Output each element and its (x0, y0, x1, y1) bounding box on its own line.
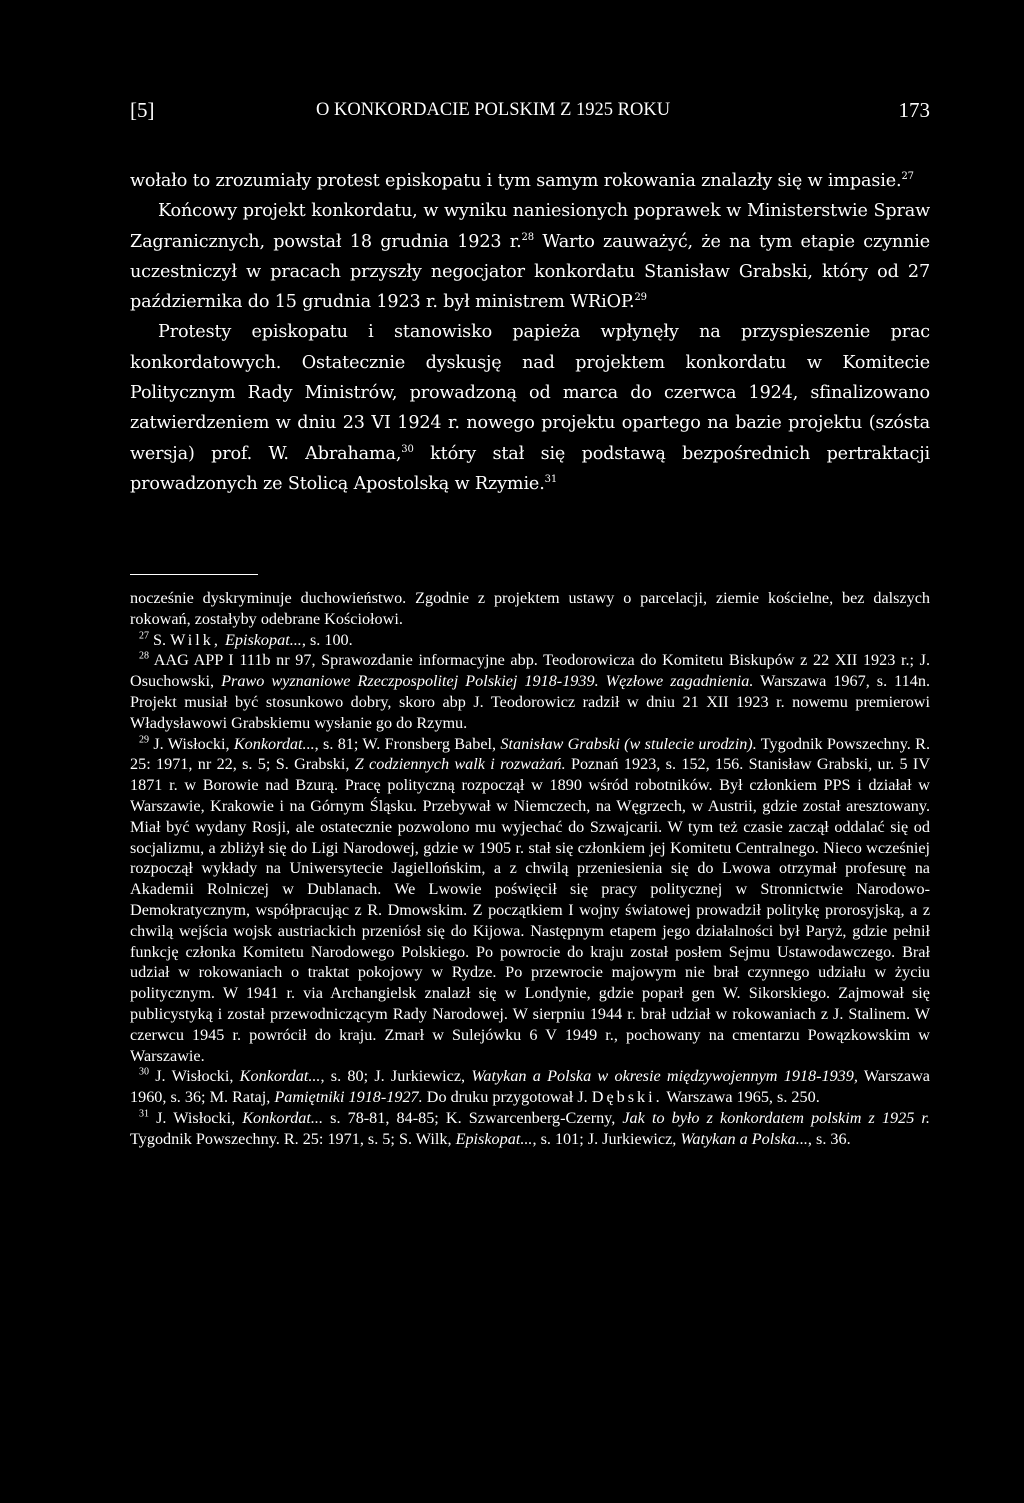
paragraph-3: Protesty episkopatu i stanowisko papieża wpłynęły na przyspieszenie prac konkordatowych. Ostatecznie dyskusję nad projektem konkordatu w Komitecie Politycznym Rady Ministrów, prowadzoną od marca do czerwca 1924, sfinalizowano zatwierdzeniem w dniu 23 VI 1924 r. nowego projektu opartego na bazie projektu (szósta wersja) prof. W. Abrahama,$^{30}$ który stał się podstawą bezpośrednich pertraktacji prowadzonych ze Stolicą Apostolską w Rzymie.$^{31}$ (130, 322, 930, 494)
footnote-ref-28[interactable]: 28 (521, 231, 534, 243)
footnote-ref-29[interactable]: 29 (634, 292, 647, 304)
footnotes (130, 588, 930, 1150)
footnote-ref-27[interactable]: 27 (901, 171, 914, 183)
footnote-ref-31[interactable]: 31 (544, 474, 558, 486)
footnote-continuation: nocześnie dyskryminuje duchowieństwo. Zgodnie z projektem ustawy o parcelacji, ziemie kościelne, bez dalszych rokowań, zostałyby odebrane Kościołowi. (130, 589, 930, 628)
running-header (130, 98, 930, 128)
section-number: [5] (130, 98, 155, 122)
footnote-27: $^{27}$ S. Wilk, Episkopat..., s. 100. (139, 630, 353, 649)
footnote-29: $^{29}$ J. Wisłocki, Konkordat..., s. 81; W. Fronsberg Babel, Stanisław Grabski (w stulecie urodzin). Tygodnik Powszechny. R. 25: 1971, nr 22, s. 5; S. Grabski, Z codziennych walk i rozważań. Poznań 1923, s. 152, 156. Stanisław Grabski, ur. 5 IV 1871 r. w Borowie nad Bzurą. Pracę polityczną rozpoczął w 1890 wśród robotników. Był członkiem PPS i działał w Warszawie, Krakowie i na Górnym Śląsku. Przebywał w Niemczech, na Węgrzech, w Austrii, gdzie został aresztowany. Miał być wydany Rosji, ale ostatecznie pozwolono mu wyjechać do Szwajcarii. W tym też czasie zaczął oddalać się od socjalizmu, a zbliżył się do Ligi Narodowej, gdzie w 1905 r. stał się członkiem jej Komitetu Centralnego. Nieco wcześniej rozpoczął wykłady na Uniwersytecie Jagiellońskim, a z chwilą przeniesienia się do Lwowa otrzymał profesurę na Akademii Rolniczej w Dublanach. We Lwowie poświęcił się pracy politycznej w Stronnictwie Narodowo-Demokratycznym, współpracując z R. Dmowskim. Z początkiem I wojny światowej prowadził politykę prorosyjską, a z chwilą wejścia wojsk austriackich przeniósł się do Kijowa. Następnym etapem jego działalności był Paryż, gdzie pełnił funkcję członka Komitetu Narodowego Polskiego. Po powrocie do kraju został posłem Sejmu Ustawodawczego. Brał udział w rokowaniach o traktat pokojowy w Rydze. Po przewrocie majowym nie brał czynnego udziału w życiu politycznym. W 1941 r. via Archangielsk znalazł się w Londynie, gdzie poparł gen W. Sikorskiego. Zajmował się publicystyką i został przewodniczącym Rady Narodowej. W sierpniu 1944 r. brał udział w rokowaniach z J. Stalinem. W czerwcu 1945 r. powrócił do kraju. Zmarł w Sulejówku 6 V 1949 r., pochowany na cmentarzu Powązkowskim w Warszawie. (130, 734, 931, 1065)
paragraph-2: Końcowy projekt konkordatu, w wyniku naniesionych poprawek w Ministerstwie Spraw Zagranicznych, powstał 18 grudnia 1923 r.$^{28}$ Warto zauważyć, że na tym etapie czynnie uczestniczył w pracach przyszły negocjator konkordatu Stanisław Grabski, który od 27 października do 15 grudnia 1923 r. był ministrem WRiOP.$^{29}$ (130, 201, 930, 313)
running-title: O KONKORDACIE POLSKIM Z 1925 ROKU (316, 100, 671, 120)
footnote-separator (130, 574, 258, 575)
main-text (130, 166, 930, 499)
page-number: 173 (898, 98, 930, 122)
footnote-ref-30[interactable]: 30 (401, 443, 414, 455)
footnote-31: $^{31}$ J. Wisłocki, Konkordat... s. 78-81, 84-85; K. Szwarcenberg-Czerny, Jak to było z konkordatem polskim z 1925 r. Tygodnik Powszechny. R. 25: 1971, s. 5; S. Wilk, Episkopat..., s. 101; J. Jurkiewicz, Watykan a Polska..., s. 36. (130, 1108, 930, 1148)
footnote-30: $^{30}$ J. Wisłocki, Konkordat..., s. 80; J. Jurkiewicz, Watykan a Polska w okresie międzywojennym 1918-1939, Warszawa 1960, s. 36; M. Rataj, Pamiętniki 1918-1927. Do druku przygotował J. Dębski. Warszawa 1965, s. 250. (130, 1066, 930, 1107)
paragraph-1: wołało to zrozumiały protest episkopatu i tym samym rokowania znalazły się w impasie.$^{27}$ (130, 171, 914, 191)
footnote-28: $^{28}$ AAG APP I 111b nr 97, Sprawozdanie informacyjne abp. Teodorowicza do Komitetu Biskupów z 22 XII 1923 r.; J. Osuchowski, Prawo wyznaniowe Rzeczpospolitej Polskiej 1918-1939. Węzłowe zagadnienia. Warszawa 1967, s. 114n. Projekt musiał być stosunkowo dobry, skoro abp J. Teodorowicz radził w dniu 21 XII 1923 r. nowemu premierowi Władysławowi Grabskiemu wysłanie go do Rzymu. (130, 651, 930, 732)
